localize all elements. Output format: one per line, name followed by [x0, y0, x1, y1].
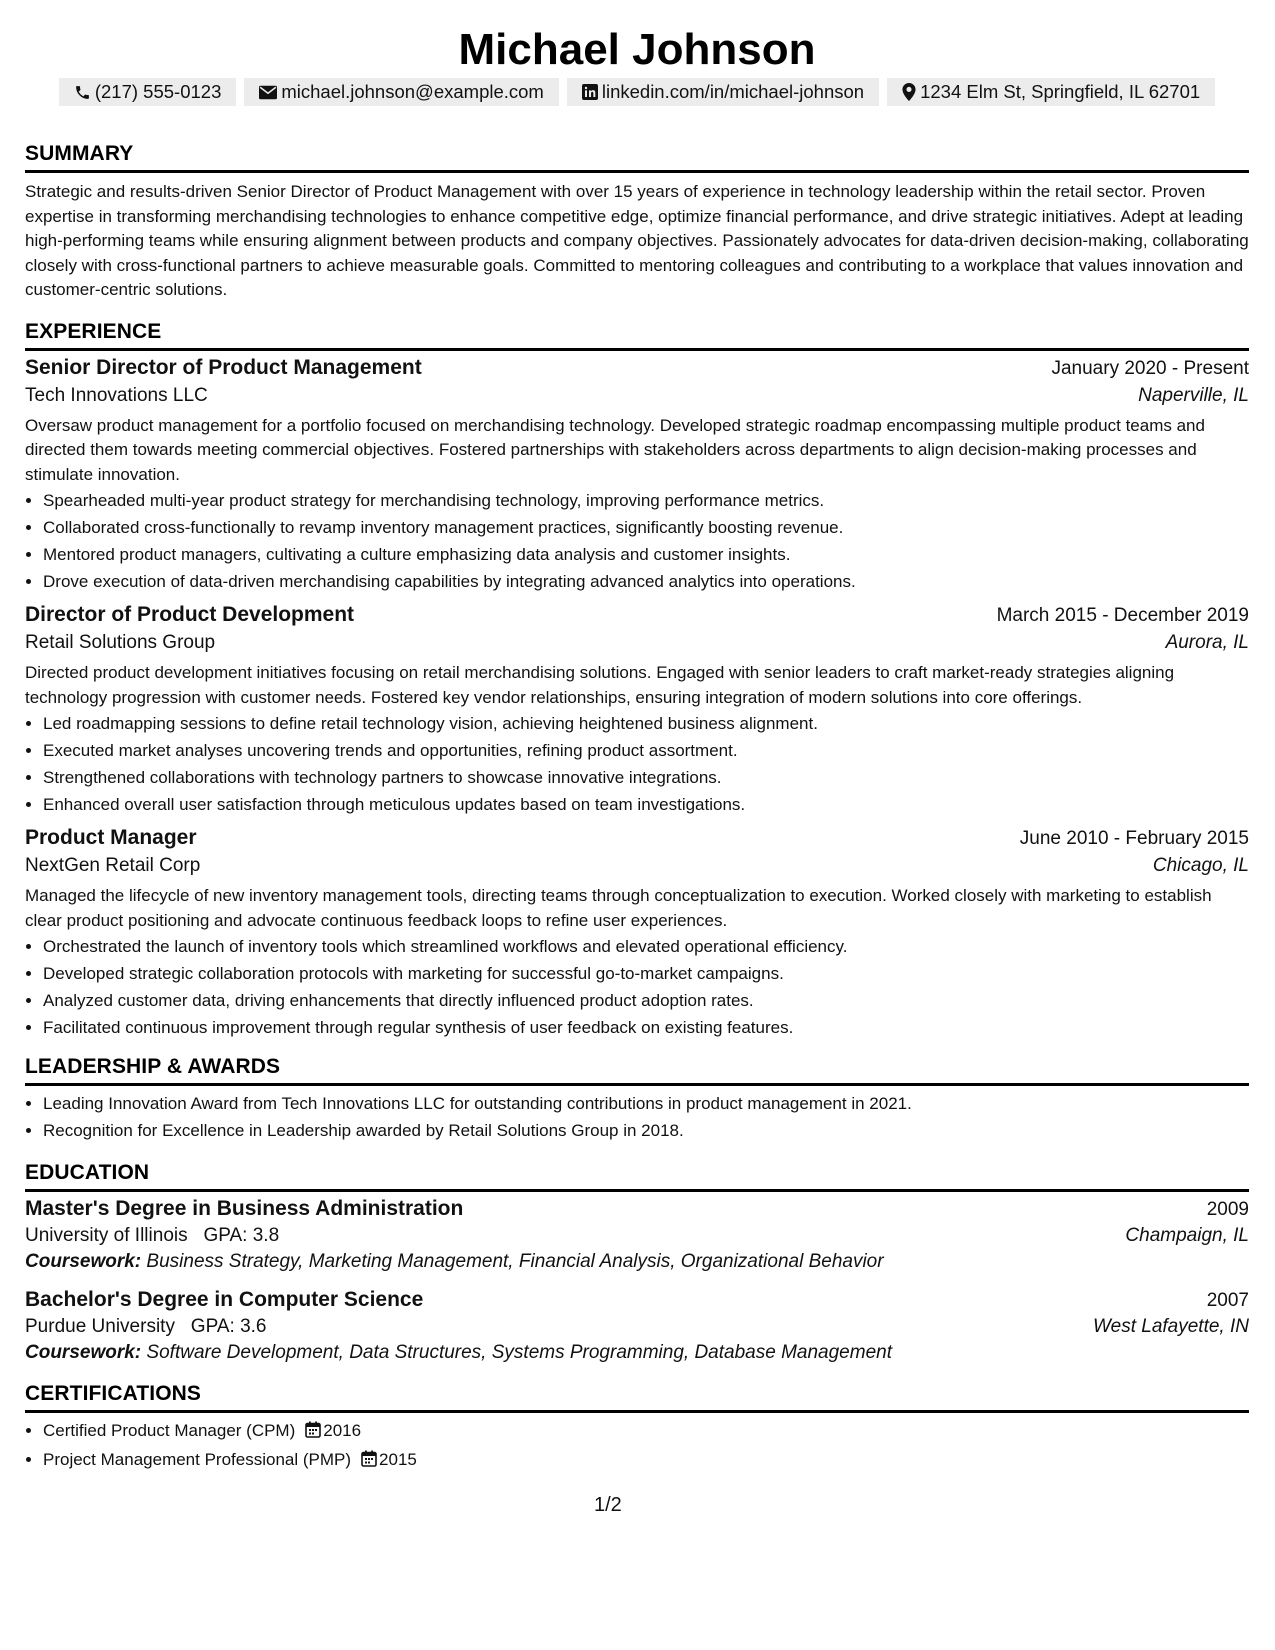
- coursework-list: Business Strategy, Marketing Management, Financial Analysis, Organizational Behavior: [146, 1251, 884, 1272]
- map-pin-icon: [902, 83, 916, 101]
- phone-icon: [74, 84, 91, 101]
- company-name: Retail Solutions Group: [25, 632, 216, 653]
- job-location: Chicago, IL: [1152, 855, 1249, 876]
- contact-phone: [59, 78, 237, 106]
- list-item: • Led roadmapping sessions to define retail technology vision, achieving heightened business alignment.: [43, 710, 1249, 737]
- experience-subheader: [25, 855, 1249, 877]
- list-item: • Executed market analyses uncovering trends and opportunities, refining product assortment.: [43, 737, 1249, 764]
- school-name: University of Illinois: [25, 1225, 188, 1246]
- job-location: Naperville, IL: [1138, 384, 1249, 406]
- leadership-list: [25, 1090, 1249, 1144]
- section-title-education: EDUCATION: [25, 1161, 1249, 1192]
- section-title-experience: EXPERIENCE: [25, 320, 1249, 351]
- gpa: GPA: 3.6: [190, 1316, 267, 1337]
- section-title-certifications: CERTIFICATIONS: [25, 1382, 1249, 1413]
- list-item: • Leading Innovation Award from Tech Innovations LLC for outstanding contributions in product management in 2021.: [43, 1090, 1249, 1117]
- experience-header: [25, 603, 1249, 627]
- list-item: • Recognition for Excellence in Leadership awarded by Retail Solutions Group in 2018.: [43, 1117, 1249, 1144]
- certification-list: [25, 1417, 1249, 1475]
- education-subheader: [25, 1225, 1249, 1247]
- list-item: • Facilitated continuous improvement through regular synthesis of user feedback on existing features.: [43, 1014, 1249, 1041]
- gpa: GPA: 3.8: [203, 1225, 280, 1246]
- calendar-icon: [305, 1419, 321, 1446]
- contact-email[interactable]: [244, 78, 559, 106]
- job-description: Oversaw product management for a portfolio focused on merchandising technology. Developed strategic roadmap encompassing multiple product teams and directed them towards meeting commercial objectives. Fostered partnerships with stakeholders across departments to align decision-making processes and stimulate innovation.: [25, 415, 1205, 484]
- phone-text: (217) 555-0123: [94, 81, 222, 102]
- job-title: Director of Product Development: [25, 603, 355, 626]
- education-entry: [25, 1197, 1249, 1273]
- school-location: West Lafayette, IN: [1093, 1316, 1249, 1337]
- degree-name: Master's Degree in Business Administration: [25, 1197, 464, 1220]
- list-item: • Collaborated cross-functionally to revamp inventory management practices, significantly boosting revenue.: [43, 514, 1249, 541]
- job-description: Managed the lifecycle of new inventory management tools, directing teams through conceptualization to execution. Worked closely with marketing to establish clear product positioning and advocate continuous feedback loops to refine user experiences.: [25, 886, 1212, 930]
- school-line: [25, 1225, 279, 1247]
- education-subheader: [25, 1316, 1249, 1338]
- certification-name: Certified Product Manager (CPM): [43, 1421, 296, 1440]
- job-date: June 2010 - February 2015: [1019, 828, 1249, 849]
- certification-name: Project Management Professional (PMP): [43, 1450, 352, 1469]
- experience-subheader: [25, 632, 1249, 654]
- company-name: NextGen Retail Corp: [25, 855, 201, 876]
- experience-header: [25, 356, 1249, 380]
- resume-page: [25, 0, 1249, 1475]
- coursework-label: Coursework:: [25, 1251, 142, 1272]
- summary-text: Strategic and results-driven Senior Director of Product Management with over 15 years of experience in technology leadership within the retail sector. Proven expertise in transforming merchandising technologies to enhance competitive edge, optimize financial performance, and drive strategic initiatives. Adept at leading high-performing teams while ensuring alignment between products and company objectives. Passionately advocates for data-driven decision-making, collaborating closely with cross-functional partners to achieve measurable goals. Committed to mentoring colleagues and contributing to a workplace that values innovation and customer-centric solutions.: [25, 182, 1249, 299]
- job-date: March 2015 - December 2019: [996, 605, 1249, 626]
- school-name: Purdue University: [25, 1316, 175, 1337]
- experience-subheader: [25, 385, 1249, 407]
- coursework: [25, 1342, 1249, 1364]
- job-title: Senior Director of Product Management: [25, 355, 422, 379]
- candidate-name: Michael Johnson: [458, 25, 816, 74]
- contact-address: [887, 78, 1215, 106]
- graduation-year: 2009: [1206, 1199, 1249, 1220]
- list-item: • Drove execution of data-driven merchandising capabilities by integrating advanced analytics into operations.: [43, 568, 1249, 595]
- list-item: • Spearheaded multi-year product strategy for merchandising technology, improving performance metrics.: [43, 487, 1249, 514]
- envelope-icon: [259, 85, 277, 100]
- job-date: January 2020 - Present: [1051, 357, 1249, 379]
- job-description: Directed product development initiatives focusing on retail merchandising solutions. Engaged with senior leaders to craft market-ready strategies aligning technology progression with customer needs. Fostered key vendor relationships, ensuring integration of modern solutions into core offerings.: [25, 663, 1175, 707]
- experience-entry: [25, 356, 1249, 596]
- graduation-year: 2007: [1206, 1290, 1249, 1311]
- certification-year: 2016: [323, 1421, 362, 1440]
- education-header: [25, 1197, 1249, 1221]
- coursework-label: Coursework:: [25, 1342, 142, 1363]
- job-bullets: [25, 487, 1249, 595]
- coursework: [25, 1251, 1249, 1273]
- job-title: Product Manager: [25, 826, 197, 849]
- company-name: Tech Innovations LLC: [25, 384, 208, 406]
- certification-year: 2015: [379, 1450, 417, 1469]
- list-item: [43, 1417, 1249, 1446]
- address-text: 1234 Elm St, Springfield, IL 62701: [920, 81, 1201, 102]
- list-item: • Developed strategic collaboration protocols with marketing for successful go-to-market campaigns.: [43, 960, 1249, 987]
- school-location: Champaign, IL: [1125, 1225, 1249, 1246]
- education-header: [25, 1288, 1249, 1312]
- page-number: 1/2: [594, 1494, 622, 1516]
- education-entry: [25, 1288, 1249, 1364]
- experience-entry: [25, 603, 1249, 818]
- degree-name: Bachelor's Degree in Computer Science: [25, 1288, 424, 1311]
- linkedin-link[interactable]: linkedin.com/in/michael-johnson: [601, 81, 865, 102]
- contact-bar: [25, 78, 1249, 106]
- school-line: [25, 1316, 266, 1338]
- experience-entry: [25, 826, 1249, 1041]
- linkedin-icon: [582, 84, 598, 100]
- experience-header: [25, 826, 1249, 850]
- coursework-list: Software Development, Data Structures, Systems Programming, Database Management: [146, 1342, 892, 1363]
- section-title-leadership: LEADERSHIP & AWARDS: [25, 1055, 1249, 1086]
- list-item: [43, 1446, 1249, 1475]
- list-item: • Mentored product managers, cultivating a culture emphasizing data analysis and customer insights.: [43, 541, 1249, 568]
- list-item: • Enhanced overall user satisfaction through meticulous updates based on team investigations.: [43, 791, 1249, 818]
- calendar-icon: [361, 1448, 377, 1475]
- email-link[interactable]: michael.johnson@example.com: [281, 81, 544, 102]
- list-item: • Orchestrated the launch of inventory tools which streamlined workflows and elevated operational efficiency.: [43, 933, 1249, 960]
- contact-linkedin[interactable]: [567, 78, 879, 106]
- list-item: • Analyzed customer data, driving enhancements that directly influenced product adoption rates.: [43, 987, 1249, 1014]
- job-bullets: [25, 710, 1249, 818]
- section-title-summary: SUMMARY: [25, 142, 1249, 173]
- list-item: • Strengthened collaborations with technology partners to showcase innovative integrations.: [43, 764, 1249, 791]
- job-location: Aurora, IL: [1165, 632, 1249, 653]
- job-bullets: [25, 933, 1249, 1041]
